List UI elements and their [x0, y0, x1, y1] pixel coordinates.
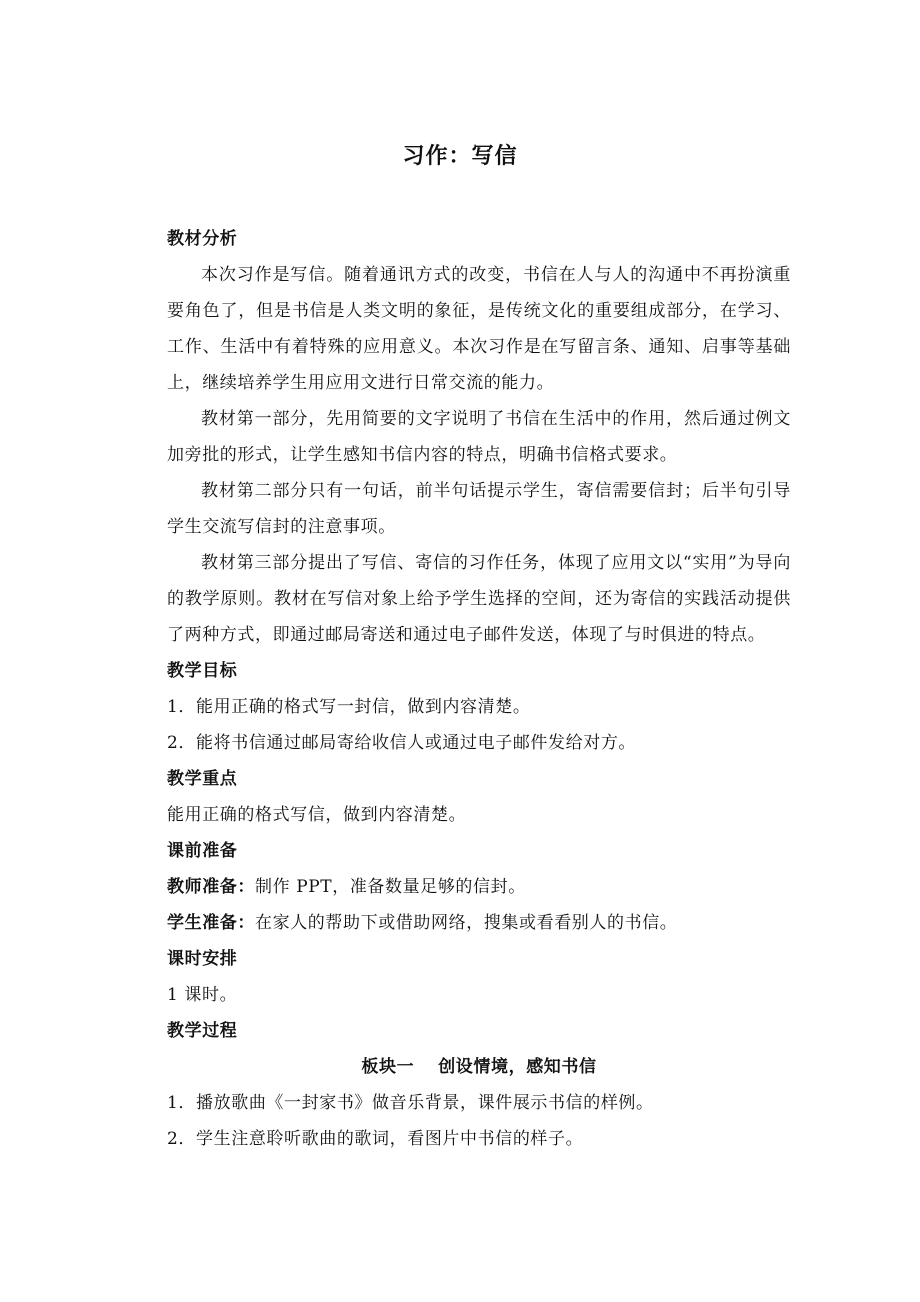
goals-heading: 教学目标 [167, 661, 238, 681]
analysis-paragraph-2: 教材第一部分，先用简要的文字说明了书信在生活中的作用，然后通过例文加旁批的形式，让学生感知书信内容的特点，明确书信格式要求。 [167, 409, 791, 465]
analysis-paragraph-1: 本次习作是写信。随着通讯方式的改变，书信在人与人的沟通中不再扮演重要角色了，但是书信是人类文明的象征，是传统文化的重要组成部分，在学习、工作、生活中有着特殊的应用意义。本次习作是在写留言条、通知、启事等基础上，继续培养学生用应用文进行日常交流的能力。 [167, 265, 791, 393]
student-preparation [167, 905, 791, 941]
teacher-preparation-text: 制作 PPT，准备数量足够的信封。 [255, 877, 526, 897]
analysis-heading: 教材分析 [167, 229, 238, 249]
goal-item-1: 1．能用正确的格式写一封信，做到内容清楚。 [167, 697, 531, 717]
block-heading [167, 1049, 791, 1085]
process-heading: 教学过程 [167, 1021, 238, 1041]
page-title: 习作：写信 [402, 144, 518, 169]
student-preparation-label: 学生准备： [167, 913, 255, 933]
teacher-preparation [167, 869, 791, 905]
process-item-1: 1．播放歌曲《一封家书》做音乐背景，课件展示书信的样例。 [167, 1093, 654, 1113]
block-title: 创设情境，感知书信 [438, 1057, 597, 1077]
student-preparation-text: 在家人的帮助下或借助网络，搜集或看看别人的书信。 [255, 913, 678, 933]
schedule-heading: 课时安排 [167, 949, 238, 969]
schedule-text: 1 课时。 [167, 985, 238, 1005]
key-points-text: 能用正确的格式写信，做到内容清楚。 [167, 805, 467, 825]
key-points-heading: 教学重点 [167, 769, 238, 789]
goal-item-2: 2．能将书信通过邮局寄给收信人或通过电子邮件发给对方。 [167, 733, 637, 753]
process-item-2: 2．学生注意聆听歌曲的歌词，看图片中书信的样子。 [167, 1129, 584, 1149]
preparation-heading: 课前准备 [167, 841, 238, 861]
analysis-paragraph-3: 教材第二部分只有一句话，前半句话提示学生，寄信需要信封；后半句引导学生交流写信封的注意事项。 [167, 481, 791, 537]
document-body [167, 221, 791, 1157]
block-label: 板块一 [361, 1057, 415, 1077]
teacher-preparation-label: 教师准备： [167, 877, 255, 897]
analysis-paragraph-4: 教材第三部分提出了写信、寄信的习作任务，体现了应用文以“实用”为导向的教学原则。教材在写信对象上给予学生选择的空间，还为寄信的实践活动提供了两种方式，即通过邮局寄送和通过电子邮件发送，体现了与时俱进的特点。 [167, 553, 791, 645]
